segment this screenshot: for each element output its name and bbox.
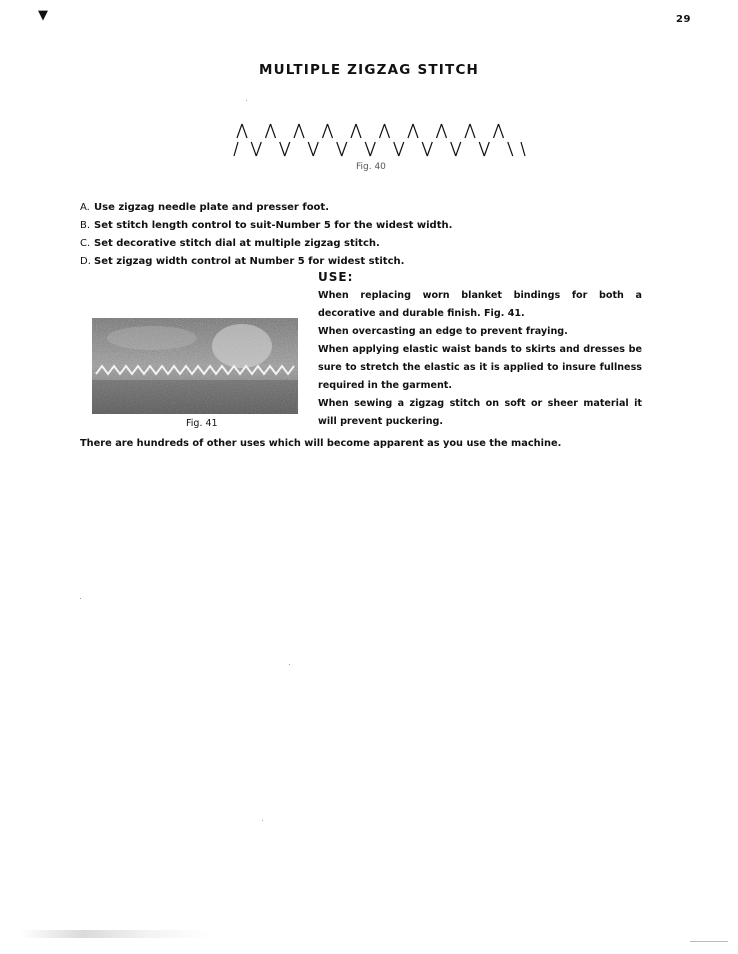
closing-note: There are hundreds of other uses which will become apparent as you use the machine. xyxy=(80,438,562,449)
corner-mark: ▼ xyxy=(38,8,48,23)
fig-40-caption: Fig. 40 xyxy=(356,162,386,172)
scan-edge-line xyxy=(690,941,728,942)
stitch-segment xyxy=(342,142,347,156)
stitch-segment xyxy=(308,142,313,156)
stitch-segment xyxy=(251,142,256,156)
step-item: C. Set decorative stitch dial at multiple zigzag stitch. xyxy=(80,238,380,249)
stitch-segment xyxy=(337,142,342,156)
stitch-segment xyxy=(385,124,390,138)
stitch-segment xyxy=(380,124,385,138)
page-title: MULTIPLE ZIGZAG STITCH xyxy=(258,62,480,78)
stitch-segment xyxy=(499,124,504,138)
stitch-segment xyxy=(323,124,328,138)
stitch-segment xyxy=(328,124,333,138)
step-item: A. Use zigzag needle plate and presser foot. xyxy=(80,202,330,213)
stitch-segment xyxy=(365,142,370,156)
use-paragraph: When sewing a zigzag stitch on soft or sheer material it will prevent puckering. xyxy=(318,398,642,427)
scan-speck xyxy=(80,598,81,599)
use-paragraphs xyxy=(318,287,642,431)
stitch-segment xyxy=(437,124,442,138)
stitch-segment xyxy=(399,142,404,156)
stitch-segment xyxy=(351,124,356,138)
stitch-segment xyxy=(271,124,276,138)
stitch-segment xyxy=(408,124,413,138)
fig-41-photo xyxy=(92,318,298,414)
stitch-segment xyxy=(484,142,489,156)
step-item: D. Set zigzag width control at Number 5 for widest stitch. xyxy=(80,256,405,267)
stitch-segment xyxy=(242,124,247,138)
use-paragraph: When replacing worn blanket bindings for both a decorative and durable finish. Fig. 41. xyxy=(318,290,642,319)
scan-speck xyxy=(289,664,290,665)
stitch-segment xyxy=(256,142,261,156)
use-heading: USE: xyxy=(318,270,354,284)
stitch-segment xyxy=(285,142,290,156)
stitch-segment xyxy=(508,142,513,156)
stitch-segment xyxy=(280,142,285,156)
fig-41-caption: Fig. 41 xyxy=(186,418,218,429)
page-number: 29 xyxy=(676,14,691,25)
stitch-segment xyxy=(442,124,447,138)
step-list xyxy=(80,199,452,271)
stitch-segment xyxy=(521,142,525,156)
stitch-segment xyxy=(470,124,475,138)
stitch-segment xyxy=(266,124,271,138)
stitch-segment xyxy=(394,142,399,156)
stitch-segment xyxy=(422,142,427,156)
stitch-segment xyxy=(299,124,304,138)
stitch-segment xyxy=(237,124,242,138)
stitch-segment xyxy=(494,124,499,138)
stitch-segment xyxy=(465,124,470,138)
stitch-segment xyxy=(356,124,361,138)
use-paragraph: When applying elastic waist bands to skirts and dresses be sure to stretch the elastic as it is applied to insure fullness required in the garment. xyxy=(318,344,642,391)
stitch-segment xyxy=(479,142,484,156)
stitch-segment xyxy=(294,124,299,138)
step-item: B. Set stitch length control to suit-Number 5 for the widest width. xyxy=(80,220,453,231)
stitch-segment xyxy=(234,142,238,156)
stitch-segment xyxy=(427,142,432,156)
stitch-segment xyxy=(413,124,418,138)
scan-speck xyxy=(262,820,263,821)
fig-40-zigzag-diagram xyxy=(226,120,530,160)
stitch-segment xyxy=(451,142,456,156)
stitch-segment xyxy=(456,142,461,156)
scan-smudge xyxy=(20,930,210,938)
stitch-segment xyxy=(313,142,318,156)
use-paragraph: When overcasting an edge to prevent fraying. xyxy=(318,326,568,337)
stitch-segment xyxy=(370,142,375,156)
scan-speck xyxy=(246,100,247,101)
